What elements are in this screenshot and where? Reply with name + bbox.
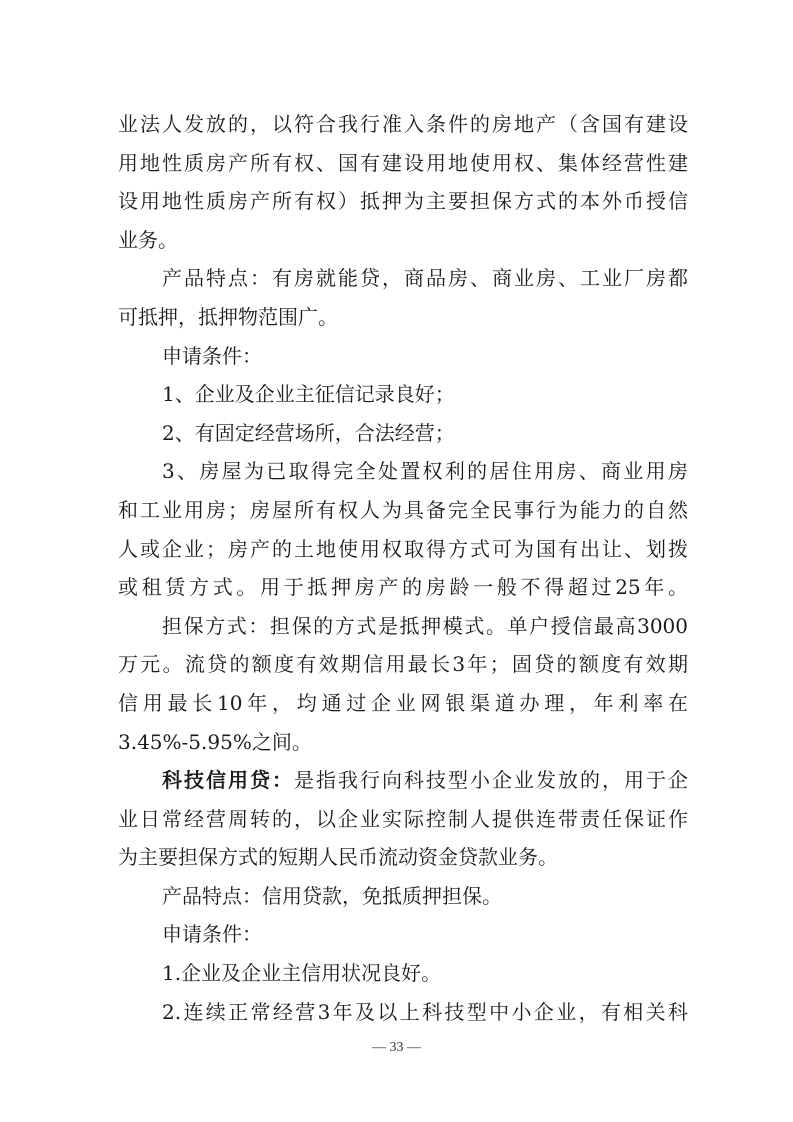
text-line: 设用地性质房产所有权）抵押为主要担保方式的本外币授信 bbox=[118, 189, 688, 214]
text-line: 信用最长10年，均通过企业网银渠道办理，年利率在 bbox=[118, 690, 688, 715]
section-heading: 科技信用贷： bbox=[162, 768, 294, 793]
text-line: 2.连续正常经营3年及以上科技型中小企业，有相关科 bbox=[162, 999, 688, 1024]
body-text bbox=[118, 105, 688, 1031]
text-line: 担保方式：担保的方式是抵押模式。单户授信最高3000 bbox=[162, 613, 688, 638]
text-line bbox=[118, 761, 688, 800]
text-line: 或租赁方式。用于抵押房产的房龄一般不得超过25年。 bbox=[118, 575, 688, 600]
text-line: 用地性质房产所有权、国有建设用地使用权、集体经营性建 bbox=[118, 150, 688, 175]
text-line: 可抵押，抵押物范围广。 bbox=[118, 304, 338, 329]
text-line: 1.企业及企业主信用状况良好。 bbox=[162, 961, 442, 986]
text-line: 3、房屋为已取得完全处置权利的居住用房、商业用房 bbox=[162, 459, 688, 484]
page-number: — 33 — bbox=[372, 1040, 421, 1055]
text-line: 和工业用房；房屋所有权人为具备完全民事行为能力的自然 bbox=[118, 497, 688, 522]
text-line: 2、有固定经营场所，合法经营； bbox=[162, 420, 455, 445]
text-line: 业日常经营周转的，以企业实际控制人提供连带责任保证作 bbox=[118, 806, 688, 831]
text-line: 为主要担保方式的短期人民币流动资金贷款业务。 bbox=[118, 845, 558, 870]
text-line: 产品特点：有房就能贷，商品房、商业房、工业厂房都 bbox=[162, 266, 688, 291]
text-line: 产品特点：信用贷款，免抵质押担保。 bbox=[162, 883, 502, 908]
text-line: 1、企业及企业主征信记录良好； bbox=[162, 382, 455, 407]
text-line: 万元。流贷的额度有效期信用最长3年；固贷的额度有效期 bbox=[118, 652, 688, 677]
text-line: 申请条件： bbox=[162, 922, 262, 947]
text-line: 申请条件： bbox=[162, 343, 262, 368]
text-span: 是指我行向科技型小企业发放的，用于企 bbox=[294, 768, 688, 793]
text-line: 人或企业；房产的土地使用权取得方式可为国有出让、划拨 bbox=[118, 536, 688, 561]
text-line: 业务。 bbox=[118, 227, 178, 252]
text-line: 3.45%-5.95%之间。 bbox=[118, 729, 312, 754]
text-line: 业法人发放的，以符合我行准入条件的房地产（含国有建设 bbox=[118, 112, 688, 136]
